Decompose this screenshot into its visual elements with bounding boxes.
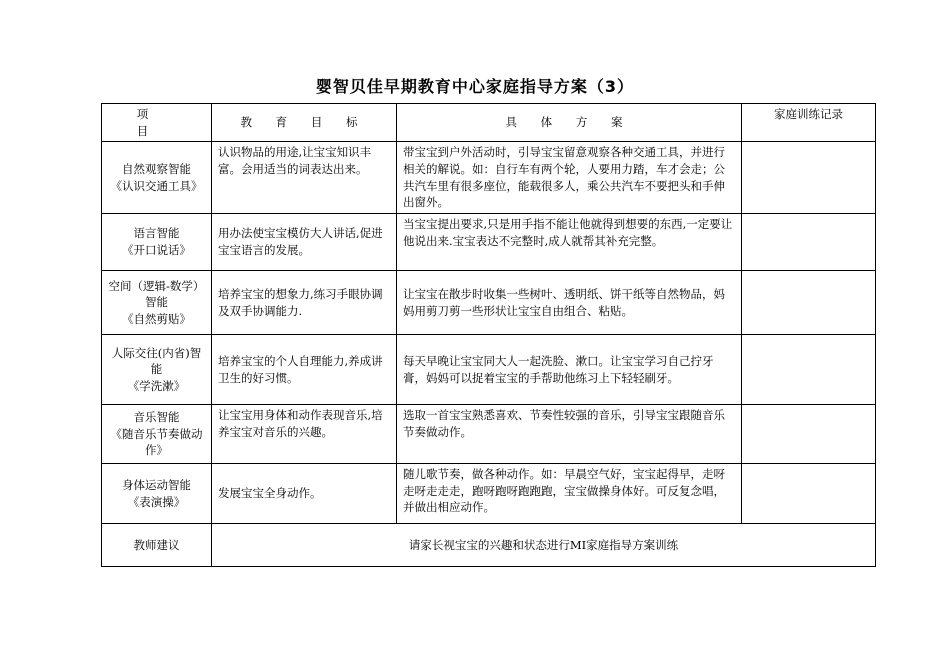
header-record: 家庭训练记录 (742, 104, 876, 142)
guidance-table (101, 103, 876, 567)
goal-cell: 让宝宝用身体和动作表现音乐,培养宝宝对音乐的兴趣。 (212, 405, 397, 464)
goal-cell: 认识物品的用途,让宝宝知识丰富。会用适当的词表达出来。 (212, 142, 397, 214)
activity-label: 《学洗漱》 (127, 378, 186, 393)
activity-label: 《认识交通工具》 (110, 178, 203, 193)
activity-label: 《开口说话》 (122, 243, 191, 258)
activity-label: 《自然剪贴》 (122, 311, 191, 326)
record-cell (742, 271, 876, 335)
record-cell (742, 464, 876, 524)
row-category-cell (102, 271, 212, 335)
category-label: 语言智能 (133, 226, 180, 241)
category-label: 空间（逻辑-数学）智能 (108, 278, 205, 310)
plan-cell: 每天早晚让宝宝同大人一起洗脸、漱口。让宝宝学习自己拧牙膏，妈妈可以捉着宝宝的手帮助他练习上下轻轻刷牙。 (397, 335, 742, 405)
record-cell (742, 405, 876, 464)
row-category-cell (102, 142, 212, 214)
goal-cell: 培养宝宝的想象力,练习手眼协调及双手协调能力. (212, 271, 397, 335)
activity-label: 《表演操》 (127, 494, 186, 509)
table-row (102, 335, 876, 405)
plan-cell: 让宝宝在散步时收集一些树叶、透明纸、饼干纸等自然物品，妈妈用剪刀剪一些形状让宝宝自由组合、粘贴。 (397, 271, 742, 335)
goal-cell: 发展宝宝全身动作。 (212, 464, 397, 524)
page-title: 婴智贝佳早期教育中心家庭指导方案（3） (315, 77, 635, 96)
table-row (102, 214, 876, 271)
goal-cell: 用办法使宝宝模仿大人讲话,促进宝宝语言的发展。 (212, 214, 397, 271)
table-row (102, 464, 876, 524)
row-category-cell (102, 464, 212, 524)
goal-cell: 培养宝宝的个人自理能力,养成讲卫生的好习惯。 (212, 335, 397, 405)
header-goal: 教 育 目 标 (212, 104, 397, 142)
table-row (102, 271, 876, 335)
teacher-suggestion-text: 请家长视宝宝的兴趣和状态进行MI家庭指导方案训练 (212, 524, 876, 567)
teacher-suggestion-row (102, 524, 876, 567)
record-cell (742, 214, 876, 271)
plan-cell: 随儿歌节奏，做各种动作。如：早晨空气好，宝宝起得早，走呀走呀走走走，跑呀跑呀跑跑跑，宝宝做操身体好。可反复念唱，并做出相应动作。 (397, 464, 742, 524)
activity-label: 《随音乐节奏做动作》 (110, 426, 203, 458)
row-category-cell (102, 405, 212, 464)
teacher-suggestion-label: 教师建议 (102, 524, 212, 567)
row-category-cell (102, 335, 212, 405)
record-cell (742, 142, 876, 214)
row-category-cell (102, 214, 212, 271)
header-item: 项 目 (102, 104, 212, 142)
table-header-row (102, 104, 876, 142)
category-label: 音乐智能 (133, 410, 180, 425)
table-row (102, 142, 876, 214)
table-row (102, 405, 876, 464)
plan-cell: 选取一首宝宝熟悉喜欢、节奏性较强的音乐，引导宝宝跟随音乐节奏做动作。 (397, 405, 742, 464)
record-cell (742, 335, 876, 405)
plan-cell: 带宝宝到户外活动时，引导宝宝留意观察各种交通工具，并进行相关的解说。如：自行车有两个轮，人要用力踏，车才会走；公共汽车里有很多座位，能载很多人，乘公共汽车不要把头和手伸出窗外。 (397, 142, 742, 214)
category-label: 身体运动智能 (122, 477, 191, 492)
plan-cell: 当宝宝提出要求,只是用手指不能让他就得到想要的东西,一定要让他说出来.宝宝表达不完整时,成人就帮其补充完整。 (397, 214, 742, 271)
category-label: 人际交往(内省)智能 (111, 345, 202, 377)
category-label: 自然观察智能 (122, 162, 191, 177)
header-plan: 具 体 方 案 (397, 104, 742, 142)
